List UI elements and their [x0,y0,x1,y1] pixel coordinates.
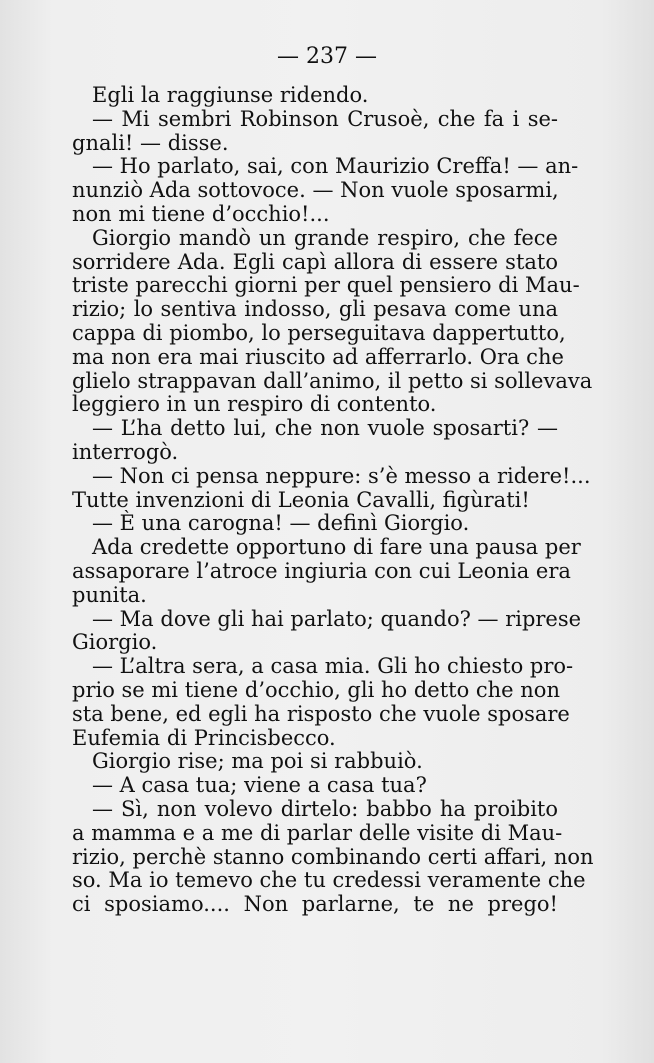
text-line: ma non era mai riuscito ad afferrarlo. Ora che [72,344,564,369]
text-line: Ada credette opportuno di fare una pausa per [92,535,581,560]
text-line: — È una carogna! — definì Giorgio. [92,511,470,536]
text-line: — L’altra sera, a casa mia. Gli ho chiesto pro- [92,654,574,679]
text-line: ci sposiamo.... Non parlarne, te ne prego! [72,892,558,917]
text-line: rizio; lo sentiva indosso, gli pesava come una [72,297,558,322]
text-line: — Non ci pensa neppure: s’è messo a ridere!... [92,463,591,488]
text-line: — L’ha detto lui, che non vuole sposarti? — [92,416,558,441]
text-line: Giorgio. [72,630,158,655]
text-line: — Sì, non volevo dirtelo: babbo ha proibito [92,796,558,821]
text-line: leggiero in un respiro di contento. [72,392,437,417]
text-line: sorridere Ada. Egli capì allora di essere stato [72,249,558,274]
text-line: Egli la raggiunse ridendo. [92,83,369,107]
text-line: assaporare l’atroce ingiuria con cui Leonia era [72,558,571,583]
text-line: triste parecchi giorni per quel pensiero di Mau- [72,273,580,298]
text-line: interrogò. [72,439,179,464]
text-line: cappa di piombo, lo perseguitava dappertutto, [72,320,566,345]
text-line: non mi tiene d’occhio!... [72,201,330,226]
text-line: Giorgio rise; ma poi si rabbuiò. [92,749,423,774]
text-line: nunziò Ada sottovoce. — Non vuole sposarmi, [72,178,559,203]
text-line: punita. [72,582,147,607]
body-text [72,83,594,917]
text-line: sta bene, ed egli ha risposto che vuole sposare [72,701,570,726]
text-line: rizio, perchè stanno combinando certi affari, non [72,844,594,869]
text-line: gnali! — disse. [72,130,229,155]
text-line: Giorgio mandò un grande respiro, che fece [92,225,558,250]
text-line: glielo strappavan dall’animo, il petto si sollevava [72,368,593,393]
text-line: — Ma dove gli hai parlato; quando? — riprese [92,606,582,631]
text-line: Tutte invenzioni di Leonia Cavalli, figùrati! [72,487,530,512]
text-line: Eufemia di Princisbecco. [72,725,336,750]
page-number: — 237 — [277,44,377,69]
text-line: — Ho parlato, sai, con Maurizio Creffa! — an- [92,154,579,179]
text-line: a mamma e a me di parlar delle visite di Mau- [72,820,563,845]
text-line: — Mi sembri Robinson Crusoè, che fa i se- [92,106,558,131]
text-line: so. Ma io temevo che tu credessi veramente che [72,868,586,893]
text-line: — A casa tua; viene a casa tua? [92,773,427,798]
text-line: prio se mi tiene d’occhio, gli ho detto che non [72,677,560,702]
